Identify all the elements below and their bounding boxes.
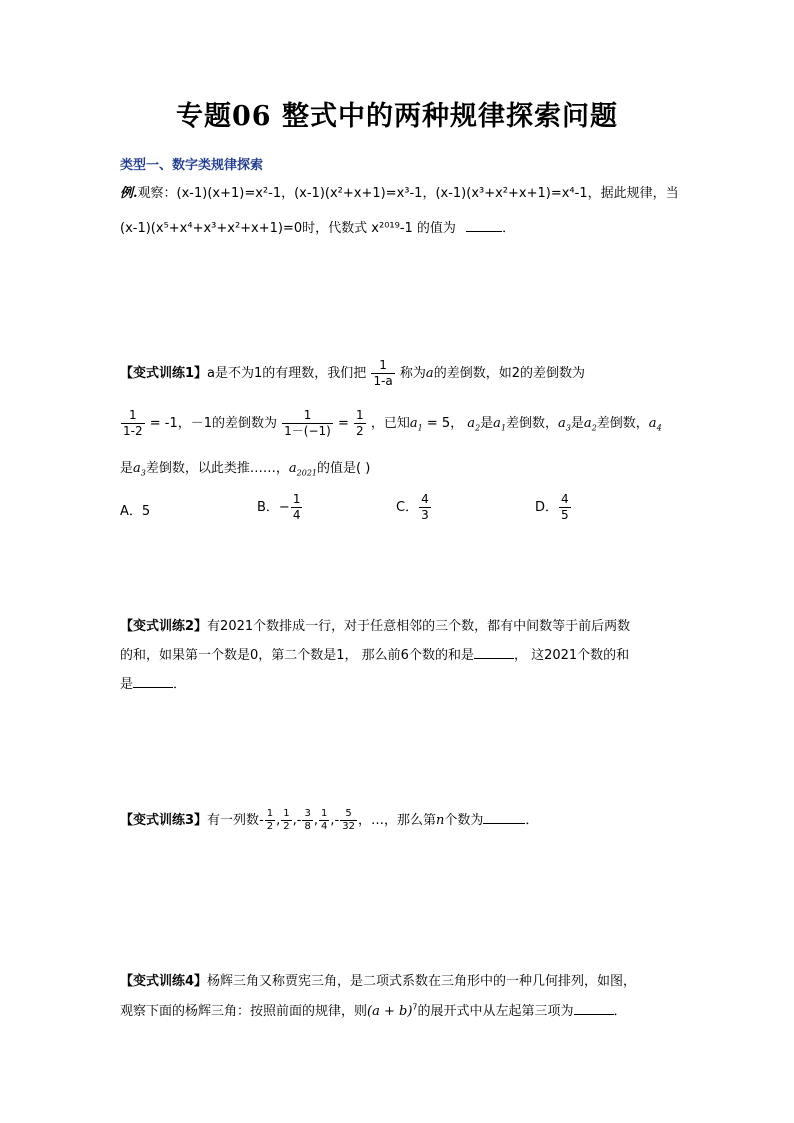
answer-blank[interactable] <box>474 646 514 659</box>
ex3-tag: 【变式训练3】 <box>120 813 208 828</box>
ex1-tag: 【变式训练1】 <box>120 366 208 381</box>
answer-blank[interactable] <box>483 811 525 824</box>
example-text-2: (x-1)(x⁵+x⁴+x³+x²+x+1)=0时，代数式 x²⁰¹⁹-1 的值为 <box>120 221 456 236</box>
example-line-1 <box>120 184 679 204</box>
answer-blank[interactable] <box>574 1002 614 1015</box>
ex2-line-2: 的和，如果第一个数是0，第二个数是1， 那么前6个数的和是 ， 这2021个数的和 <box>120 648 630 663</box>
sequence-fraction: $\frac{1}{2}$ <box>266 808 274 832</box>
fraction: $\frac{1}{2}$ <box>356 408 364 438</box>
sequence-fraction: $\frac{3}{8}$ <box>304 808 311 832</box>
answer-blank[interactable] <box>466 219 502 232</box>
sequence: - $\frac{1}{2}$ , $\frac{1}{2}$ ,- $\frac{3}{8}$ , $\frac{1}{4}$ ,- $\frac{5}{32}$ <box>259 808 355 832</box>
sequence-fraction: $\frac{5}{32}$ <box>342 808 355 832</box>
ex4-line-2: 观察下面的杨辉三角：按照前面的规律，则$(a + b)^7$的展开式中从左起第三项为 ． <box>120 1002 627 1019</box>
ex1-line-2: $\frac{1}{1-2}$ = -1，－1的差倒数为 $\frac{1}{1-(-1)}$ = $\frac{1}{2}$ ，已知$a_1 = 5$， $a_2$是$a_1$差倒数，$a_3$是$a_2$差倒数，$a_4$ <box>123 408 662 438</box>
ex3-line: 【变式训练3】有一列数- $\frac{1}{2}$ , $\frac{1}{2}$ ,- $\frac{3}{8}$ , $\frac{1}{4}$ ,- $\frac{5}{32}$ ，…，那么第n个数为 ． <box>120 808 539 832</box>
ex4-line-1: 【变式训练4】杨辉三角又称贾宪三角，是二项式系数在三角形中的一种几何排列，如图， <box>120 974 637 989</box>
ex2-tag: 【变式训练2】 <box>120 619 208 634</box>
ex1-text: = -1，－1的差倒数为 <box>149 416 278 431</box>
fraction: $\frac{1}{1-(-1)}$ <box>284 408 331 438</box>
option-c[interactable]: C． $\frac{4}{3}$ <box>396 492 429 522</box>
example-label: 例. <box>120 186 138 201</box>
ex1-line-1 <box>120 358 585 389</box>
var-a: a <box>425 366 434 381</box>
ex2-line-3: 是 ． <box>120 677 187 692</box>
ex2-line-1: 【变式训练2】有2021个数排成一行，对于任意相邻的三个数，都有中间数等于前后两数 <box>120 619 631 634</box>
ex1-text: a是不为1的有理数，我们把 <box>207 366 367 381</box>
ex4-tag: 【变式训练4】 <box>120 974 208 989</box>
example-text-1: 观察：(x-1)(x+1)=x²-1，(x-1)(x²+x+1)=x³-1，(x-1)(x³+x²+x+1)=x⁴-1，据此规律，当 <box>137 186 679 201</box>
option-a[interactable]: A．5 <box>120 504 151 519</box>
ex1-line-3: 是$a_3$差倒数，以此类推……，$a_{2021}$的值是( ) <box>120 461 371 478</box>
page-title: 专题06 整式中的两种规律探索问题 <box>176 101 618 132</box>
ex1-text: 称为 <box>399 366 426 381</box>
answer-blank[interactable] <box>133 675 173 688</box>
example-line-2: (x-1)(x⁵+x⁴+x³+x²+x+1)=0时，代数式 x²⁰¹⁹-1 的值为 ． <box>120 221 516 236</box>
fraction: $\frac{1}{1-a}$ <box>373 358 393 388</box>
sequence-fraction: $\frac{1}{2}$ <box>283 808 290 832</box>
option-d[interactable]: D． $\frac{4}{5}$ <box>535 492 569 522</box>
fraction: $\frac{1}{1-2}$ <box>123 408 143 438</box>
option-b[interactable]: B．− $\frac{1}{4}$ <box>257 492 301 522</box>
section-heading: 类型一、数字类规律探索 <box>120 158 264 173</box>
sequence-fraction: $\frac{1}{4}$ <box>321 808 328 832</box>
ex1-text: 的差倒数，如2的差倒数为 <box>433 366 585 381</box>
